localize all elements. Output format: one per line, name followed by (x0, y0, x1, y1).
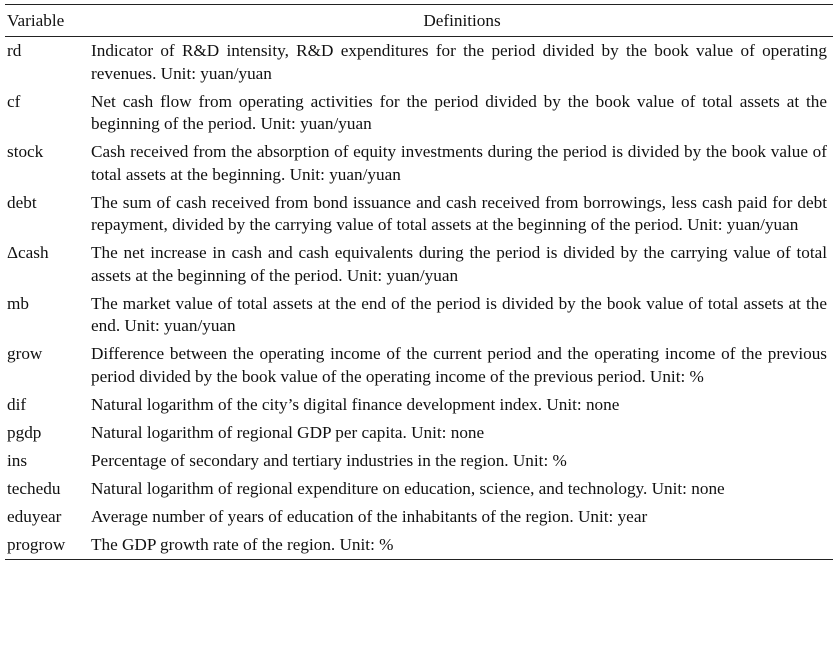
header-row (5, 5, 833, 37)
table-row (5, 37, 833, 88)
table-row (5, 503, 833, 531)
variable-cell: progrow (5, 531, 91, 560)
definition-cell: Natural logarithm of the city’s digital finance development index. Unit: none (91, 394, 620, 414)
variable-cell: pgdp (7, 422, 42, 442)
definition-cell: Net cash flow from operating activities for the period divided by the book value of total assets at the beginning of the period. Unit: yuan/yuan (91, 91, 827, 133)
variable-cell: rd (7, 41, 22, 60)
definition-cell: The sum of cash received from bond issuance and cash received from borrowings, less cash paid for debt repayment, divided by the carrying value of total assets at the beginning of the period. Unit: yuan/yuan (91, 192, 827, 234)
definition-cell: The market value of total assets at the end of the period is divided by the book value of total assets at the end. Unit: yuan/yuan (91, 293, 827, 335)
table-row (5, 340, 833, 391)
table-row (5, 419, 833, 447)
variable-cell: Δcash (7, 243, 49, 262)
definition-cell: Average number of years of education of the inhabitants of the region. Unit: year (91, 506, 648, 526)
definition-cell: Percentage of secondary and tertiary industries in the region. Unit: % (91, 450, 567, 470)
variable-definitions-table (5, 4, 833, 560)
definitions-column-header: Definitions (91, 5, 833, 37)
definition-cell: Natural logarithm of regional GDP per capita. Unit: none (91, 422, 485, 442)
variable-cell: stock (7, 142, 44, 161)
variable-cell: debt (7, 192, 37, 212)
variable-cell: eduyear (7, 506, 62, 526)
definition-cell: Natural logarithm of regional expenditure on education, science, and technology. Unit: none (91, 478, 725, 498)
table-body (5, 37, 833, 560)
definition-cell: Difference between the operating income of the current period and the operating income of the previous period divided by the book value of the operating income of the previous period. Unit: % (91, 344, 827, 386)
definition-cell: The net increase in cash and cash equivalents during the period is divided by the carrying value of total assets at the beginning of the period. Unit: yuan/yuan (91, 243, 827, 285)
table-row (5, 531, 833, 560)
table-row (5, 447, 833, 475)
table-row (5, 189, 833, 240)
variable-cell: cf (7, 91, 21, 111)
table-row (5, 88, 833, 139)
definition-cell: Cash received from the absorption of equity investments during the period is divided by the book value of total assets at the beginning. Unit: yuan/yuan (91, 142, 827, 184)
table-row (5, 391, 833, 419)
table-row (5, 239, 833, 290)
table-row (5, 475, 833, 503)
table-row (5, 290, 833, 341)
variable-cell: techedu (7, 478, 61, 498)
variable-column-header: Variable (5, 5, 91, 37)
variable-cell: dif (7, 394, 27, 414)
variable-cell: ins (7, 450, 28, 470)
definition-cell: Indicator of R&D intensity, R&D expenditures for the period divided by the book value of operating revenues. Unit: yuan/yuan (91, 41, 827, 83)
definition-cell: The GDP growth rate of the region. Unit: % (91, 531, 833, 560)
table-header (5, 5, 833, 37)
table-row (5, 138, 833, 189)
variable-cell: mb (7, 293, 29, 313)
variable-cell: grow (7, 344, 43, 363)
